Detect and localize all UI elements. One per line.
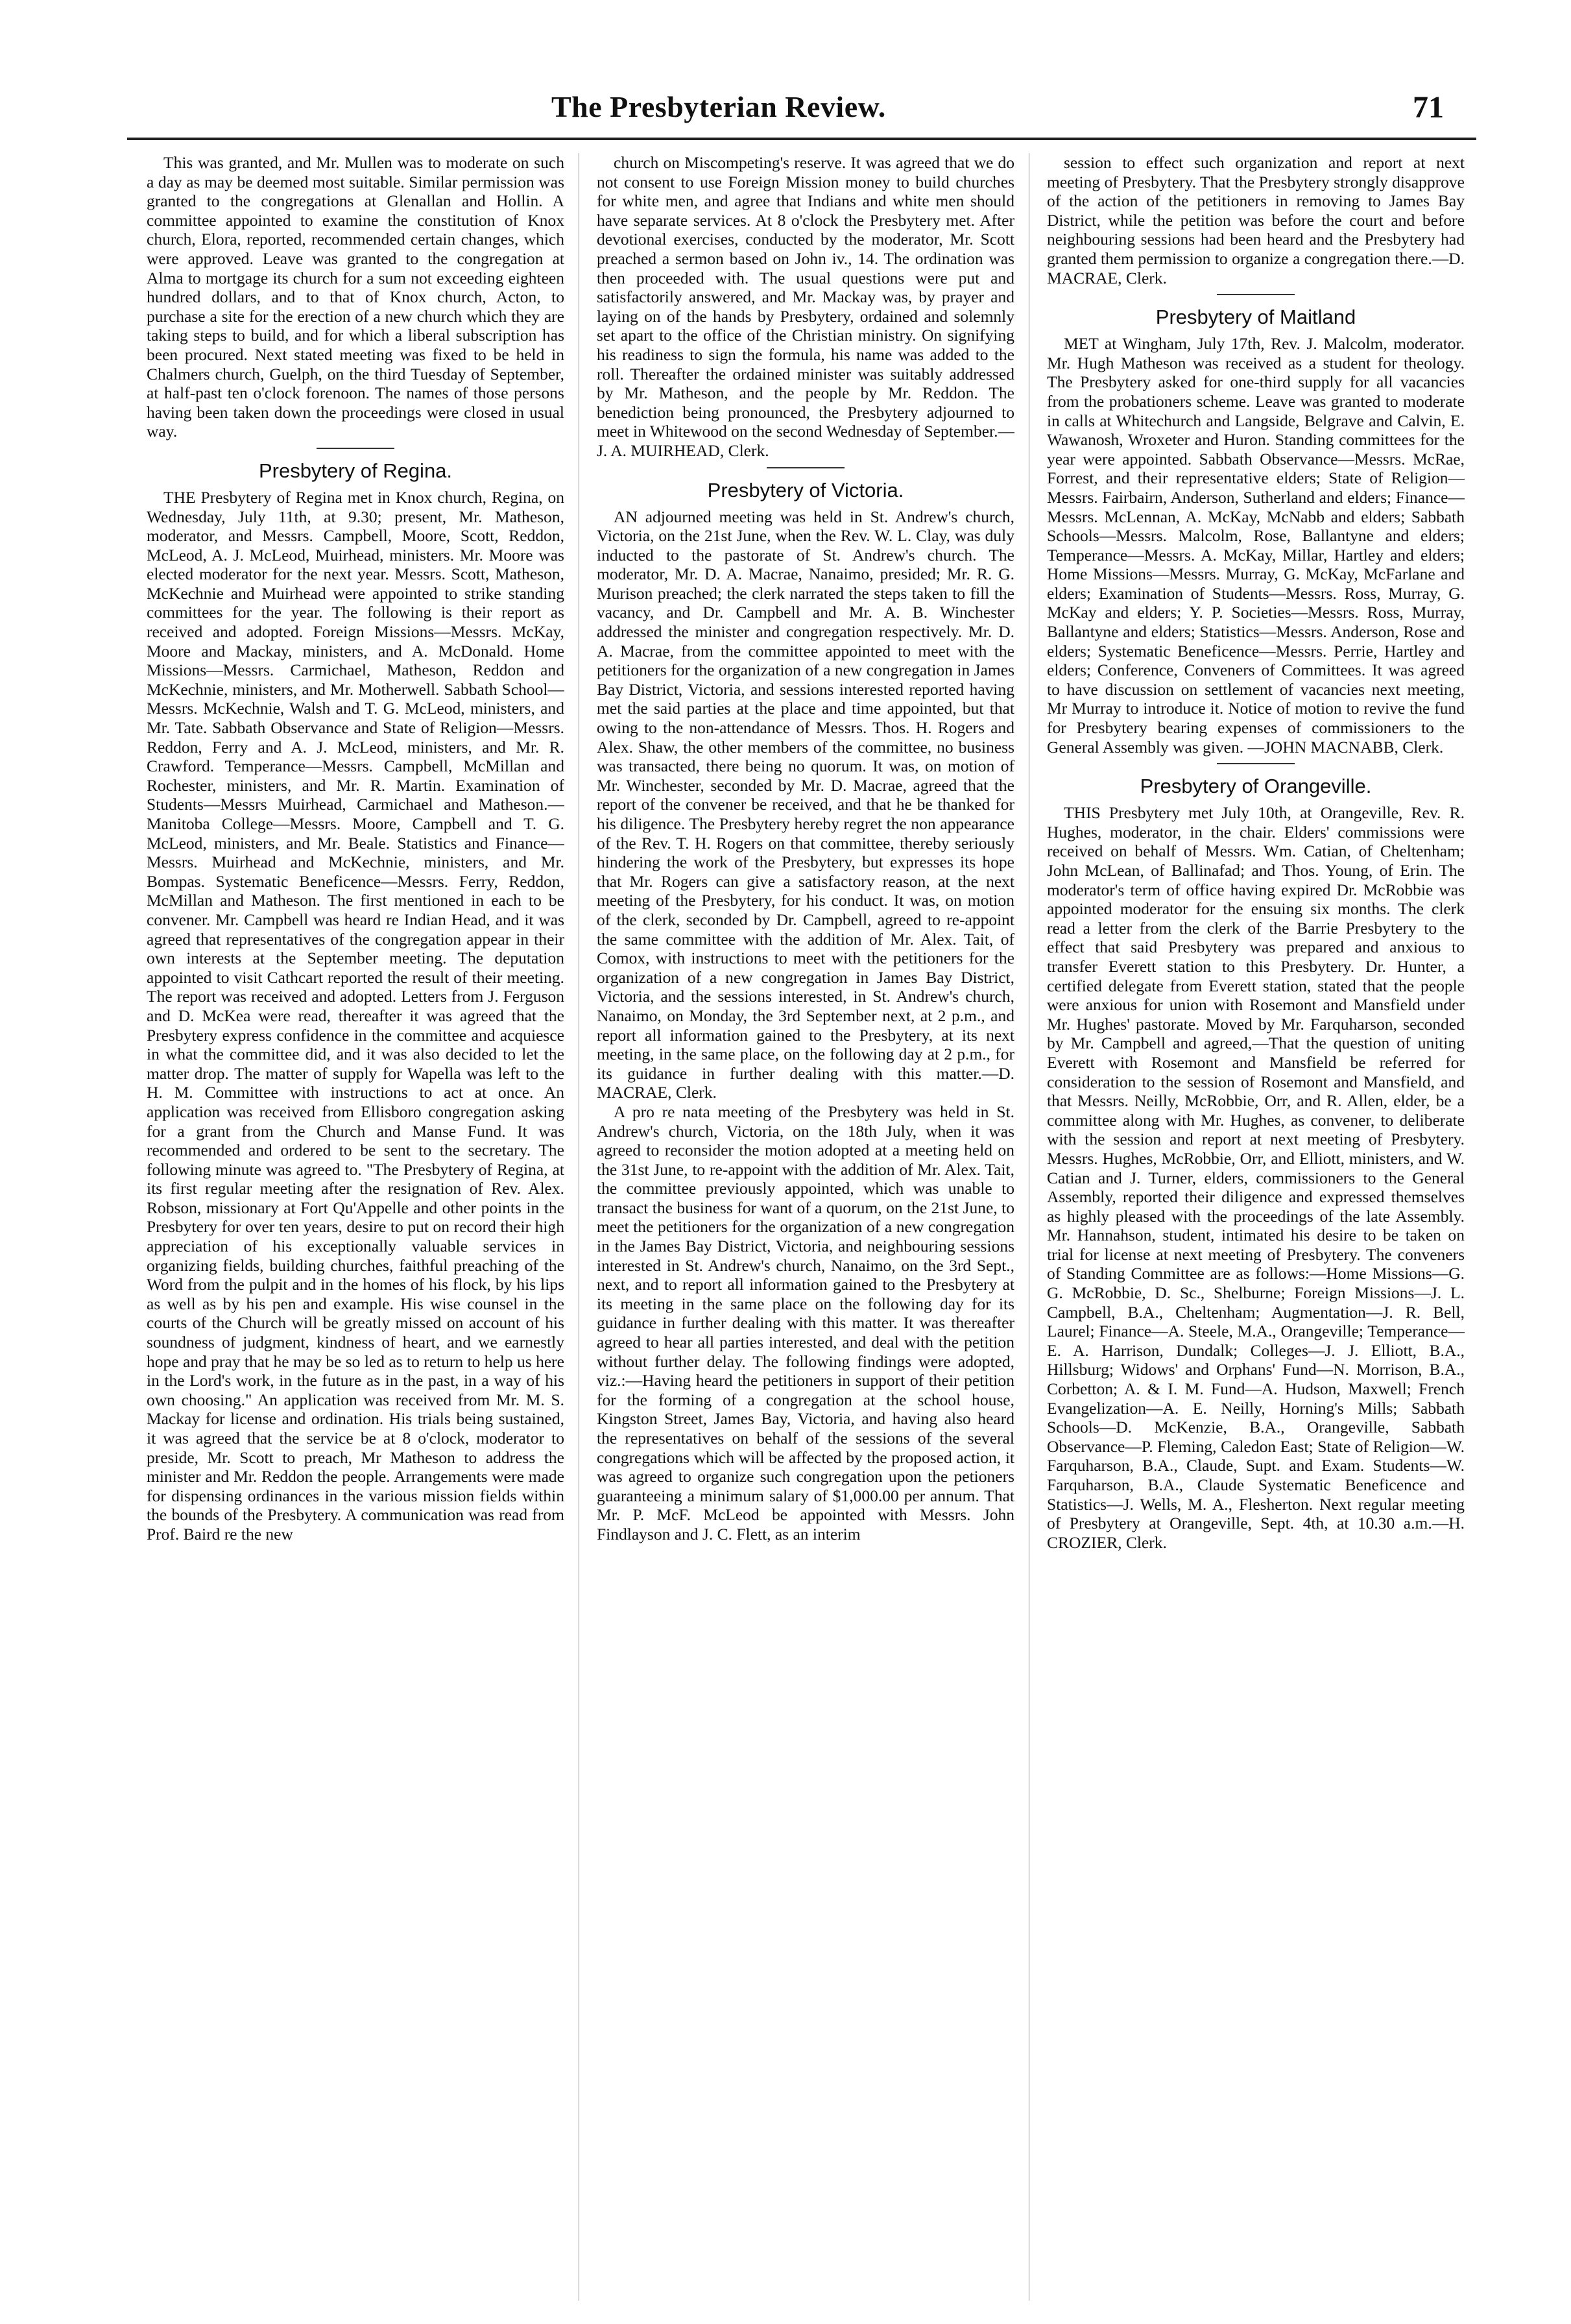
running-title: The Presbyterian Review.	[551, 90, 886, 123]
article-paragraph: THIS Presbytery met July 10th, at Orangeville, Rev. R. Hughes, moderator, in the chair. Elders' commissions were received on behalf of Messrs. Wm. Catian, of Cheltenham; John McLean, of Ballinafad; and Thos. Young, of Erin. The moderator's term of office having expired Dr. McRobbie was appointed moderator for the ensuing six months. The clerk read a letter from the clerk of the Barrie Presbytery to the effect that said Presbytery was prepared and anxious to transfer Everett station to this Presbytery. Dr. Hunter, a certified delegate from Everett station, stated that the people were anxious for union with Rosemont and Mansfield under Mr. Hughes' pastorate. Moved by Mr. Farquharson, seconded by Mr. Campbell and agreed,—That the question of uniting Everett with Rosemont and Mansfield be referred for consideration to the session of Rosemont and Mansfield, and that Messrs. Neilly, McRobbie, Orr, and R. Allen, elder, be a committee along with Mr. Hughes, as convener, to deliberate with the session and report at next meeting of Presbytery. Messrs. Hughes, McRobbie, Orr, and Elliott, ministers, and W. Catian and J. Turner, elders, commissioners to the General Assembly, reported their diligence and expressed themselves as highly pleased with the proceedings of the late Assembly. Mr. Hannahson, student, intimated his desire to be taken on trial for license at next meeting of Presbytery. The conveners of Standing Committee are as follows:—Home Missions—G. G. McRobbie, D. Sc., Shelburne; Foreign Missions—J. L. Campbell, B.A., Cheltenham; Augmentation—J. R. Bell, Laurel; Finance—A. Steele, M.A., Orangeville; Temperance—E. A. Harrison, Dundalk; Colleges—J. J. Elliott, B.A., Hillsburg; Widows' and Orphans' Fund—N. Morrison, B.A., Corbetton; A. & I. M. Fund—A. Hudson, Maxwell; French Evangelization—A. E. Neilly, Horning's Mills; Sabbath Schools—D. McKenzie, B.A., Orangeville, Sabbath Observance—P. Fleming, Caledon East; State of Religion—W. Farquharson, B.A., Claude, Supt. and Exam. Students—W. Farquharson, B.A., Claude Systematic Beneficence and Statistics—J. Wells, M. A., Flesherton. Next regular meeting of Presbytery at Orangeville, Sept. 4th, at 10.30 a.m.—H. CROZIER, Clerk.	[1047, 803, 1465, 1552]
column-right	[1047, 153, 1465, 2307]
article-paragraph: This was granted, and Mr. Mullen was to moderate on such a day as may be deemed most suitable. Similar permission was granted to the congregations at Glenallan and Hollin. A committee appointed to examine the constitution of Knox church, Elora, reported, recommended certain changes, which were approved. Leave was granted to the congregation at Alma to mortgage its church for a sum not exceeding eighteen hundred dollars, and to that of Knox church, Acton, to purchase a site for the erection of a new church which they are taking steps to build, and for which a liberal subscription has been procured. Next stated meeting was fixed to be held in Chalmers church, Guelph, on the third Tuesday of September, at half-past ten o'clock forenoon. The names of those persons having been taken down the proceedings were closed in usual way.	[147, 153, 564, 441]
section-heading-victoria: Presbytery of Victoria.	[707, 478, 904, 502]
article-paragraph: church on Miscompeting's reserve. It was agreed that we do not consent to use Foreign Mission money to build churches for white men, and agree that Indians and white men should have separate services. At 8 o'clock the Presbytery met. After devotional exercises, conducted by the moderator, Mr. Scott preached a sermon based on John iv., 14. The ordination was then proceeded with. The usual questions were put and satisfactorily answered, and Mr. Mackay was, by prayer and laying on of the hands by Presbytery, ordained and solemnly set apart to the office of the Christian ministry. On signifying his readiness to sign the formula, his name was added to the roll. Thereafter the ordained minister was suitably addressed by Mr. Matheson, and the people by Mr. Reddon. The benediction being pronounced, the Presbytery adjourned to meet in Whitewood on the second Wednesday of September.—J. A. MUIRHEAD, Clerk.	[597, 153, 1014, 460]
section-divider	[767, 467, 845, 468]
article-paragraph: AN adjourned meeting was held in St. Andrew's church, Victoria, on the 21st June, when the Rev. W. L. Clay, was duly inducted to the pastorate of St. Andrew's church. The moderator, Mr. D. A. Macrae, Nanaimo, presided; Mr. R. G. Murison preached; the clerk narrated the steps taken to fill the vacancy, and Dr. Campbell and Mr. A. B. Winchester addressed the minister and congregation respectively. Mr. D. A. Macrae, from the committee appointed to meet with the petitioners for the organization of a new congregation in James Bay District, Victoria, and sessions interested reported having met the said parties at the place and time appointed, but that owing to the non-attendance of Messrs. Thos. H. Rogers and Alex. Shaw, the other members of the committee, no business was transacted, there being no quorum. It was, on motion of Mr. Winchester, seconded by Mr. D. Macrae, agreed that the report of the convener be received, and that he be thanked for his diligence. The Presbytery hereby regret the non appearance of the Rev. T. H. Rogers on that committee, thereby seriously hindering the work of the Presbytery, but expresses its hope that Mr. Rogers can give a satisfactory reason, at the next meeting of the Presbytery, for his conduct. It was, on motion of the clerk, seconded by Dr. Campbell, agreed to re-appoint the same committee with the addition of Mr. Alex. Tait, of Comox, with instructions to meet with the petitioners for the organization of a new congregation in James Bay District, Victoria, and the sessions interested, in St. Andrew's church, Nanaimo, on Monday, the 3rd September next, at 2 p.m., and report all information gained to the Presbytery, at its next meeting, in the same place, on the following day at 2 p.m., for its guidance in further dealing with this matter.—D. MACRAE, Clerk.	[597, 507, 1014, 1102]
section-heading-orangeville: Presbytery of Orangeville.	[1140, 775, 1372, 798]
section-divider	[317, 448, 394, 449]
column-middle	[597, 153, 1014, 2307]
header-rule	[127, 138, 1476, 140]
section-divider	[1217, 763, 1295, 764]
column-left	[147, 153, 564, 2307]
article-paragraph: session to effect such organization and report at next meeting of Presbytery. That the Presbytery strongly disapprove of the action of the petitioners in removing to James Bay District, while the petition was before the court and before neighbouring sessions had been heard and the Presbytery had granted them permission to organize a congregation there.—D. MACRAE, Clerk.	[1047, 153, 1465, 287]
section-heading-regina: Presbytery of Regina.	[258, 459, 453, 482]
article-paragraph: A pro re nata meeting of the Presbytery was held in St. Andrew's church, Victoria, on the 18th July, when it was agreed to reconsider the motion adopted at a meeting held on the 31st June, to re-appoint with the addition of Mr. Alex. Tait, the committee previously appointed, which was unable to transact the business for want of a quorum, on the 21st June, to meet the petitioners for the organization of a new congregation in the James Bay District, Victoria, and neighbouring sessions interested in St. Andrew's church, Nanaimo, on the 3rd Sept., next, and to report all information gained to the Presbytery at its meeting in the same place on the following day for its guidance in further dealing with this matter. It was thereafter agreed to hear all parties interested, and deal with the petition without further delay. The following findings were adopted, viz.:—Having heard the petitioners in support of their petition for the forming of a congregation at the school house, Kingston Street, James Bay, Victoria, and having also heard the representatives on behalf of the sessions of the several congregations which will be affected by the proposed action, it was agreed to organize such congregation upon the petioners guaranteeing a minimum salary of $1,000.00 per annum. That Mr. P. McF. McLeod be appointed with Messrs. John Findlayson and J. C. Flett, as an interim	[597, 1102, 1014, 1543]
section-heading-maitland: Presbytery of Maitland	[1155, 306, 1356, 329]
section-divider	[1217, 294, 1295, 295]
article-paragraph: MET at Wingham, July 17th, Rev. J. Malcolm, moderator. Mr. Hugh Matheson was received as a student for theology. The Presbytery asked for one-third supply for all vacancies from the probationers scheme. Leave was granted to moderate in calls at Whitechurch and Langside, Belgrave and Calvin, E. Wawanosh, Wroxeter and Huron. Standing committees for the year were appointed. Sabbath Observance—Messrs. McRae, Forrest, and their representative elders; State of Religion—Messrs. Fairbairn, Anderson, Sutherland and elders; Finance—Messrs. McLennan, A. McKay, McNabb and elders; Sabbath Schools—Messrs. Malcolm, Rose, Ballantyne and elders; Temperance—Messrs. A. McKay, Millar, Hartley and elders; Home Missions—Messrs. Murray, G. McKay, McFarlane and elders; Examination of Students—Messrs. Ross, Murray, G. McKay and elders; Y. P. Societies—Messrs. Ross, Murray, Ballantyne and elders; Statistics—Messrs. Anderson, Rose and elders; Systematic Beneficence—Messrs. Perrie, Hartley and elders; Conference, Conveners of Committees. It was agreed to have discussion on settlement of vacancies next meeting, Mr Murray to introduce it. Notice of motion to revive the fund for Presbytery bearing expenses of commissioners to the General Assembly was given. —JOHN MACNABB, Clerk.	[1047, 334, 1465, 757]
page-number: 71	[1413, 90, 1444, 125]
article-paragraph: THE Presbytery of Regina met in Knox church, Regina, on Wednesday, July 11th, at 9.30; present, Mr. Matheson, moderator, and Messrs. Campbell, Moore, Scott, Reddon, McLeod, A. J. McLeod, Muirhead, ministers. Mr. Moore was elected moderator for the next year. Messrs. Scott, Matheson, McKechnie and Muirhead were appointed to strike standing committees for the year. The following is their report as received and adopted. Foreign Missions—Messrs. McKay, Moore and Mackay, ministers, and A. McDonald. Home Missions—Messrs. Carmichael, Matheson, Reddon and McKechnie, ministers, and Mr. Motherwell. Sabbath School—Messrs. McKechnie, Walsh and T. G. McLeod, ministers, and Mr. Tate. Sabbath Observance and State of Religion—Messrs. Reddon, Ferry and A. J. McLeod, ministers, and Mr. R. Crawford. Temperance—Messrs. Campbell, McMillan and Rochester, ministers, and Mr. R. Martin. Examination of Students—Messrs Muirhead, Carmichael and Matheson.—Manitoba College—Messrs. Moore, Campbell and T. G. McLeod, ministers, and Mr. Beale. Statistics and Finance—Messrs. Muirhead and McKechnie, ministers, and Mr. Bompas. Systematic Beneficence—Messrs. Ferry, Reddon, McMillan and Matheson. The first mentioned in each to be convener. Mr. Campbell was heard re Indian Head, and it was agreed that representatives of the congregation appear in their own interests at the September meeting. The deputation appointed to visit Cathcart reported the result of their meeting. The report was received and adopted. Letters from J. Ferguson and D. McKea were read, thereafter it was agreed that the Presbytery express confidence in the committee and acquiesce in what the committee did, and it was also decided to let the matter drop. The matter of supply for Wapella was left to the H. M. Committee with instructions to act at once. An application was received from Ellisboro congregation asking for a grant from the Church and Manse Fund. It was recommended and ordered to be sent to the secretary. The following minute was agreed to. "The Presbytery of Regina, at its first regular meeting after the resignation of Rev. Alex. Robson, missionary at Fort Qu'Appelle and other points in the Presbytery for over ten years, desire to put on record their high appreciation of his exceptionally valuable services in organizing fields, building churches, faithful preaching of the Word from the pulpit and in the homes of his flock, by his lips as well as by his pen and example. His wise counsel in the courts of the Church will be greatly missed on account of his soundness of judgment, kindness of heart, and we earnestly hope and pray that he may be so led as to return to help us here in the Lord's work, in the future as in the past, in a way of his own choosing." An application was received from Mr. M. S. Mackay for license and ordination. His trials being sustained, it was agreed that the service be at 8 o'clock, moderator to preside, Mr. Scott to preach, Mr Matheson to address the minister and Mr. Reddon the people. Arrangements were made for dispensing ordinances in the various mission fields within the bounds of the Presbytery. A communication was read from Prof. Baird re the new	[147, 487, 564, 1543]
